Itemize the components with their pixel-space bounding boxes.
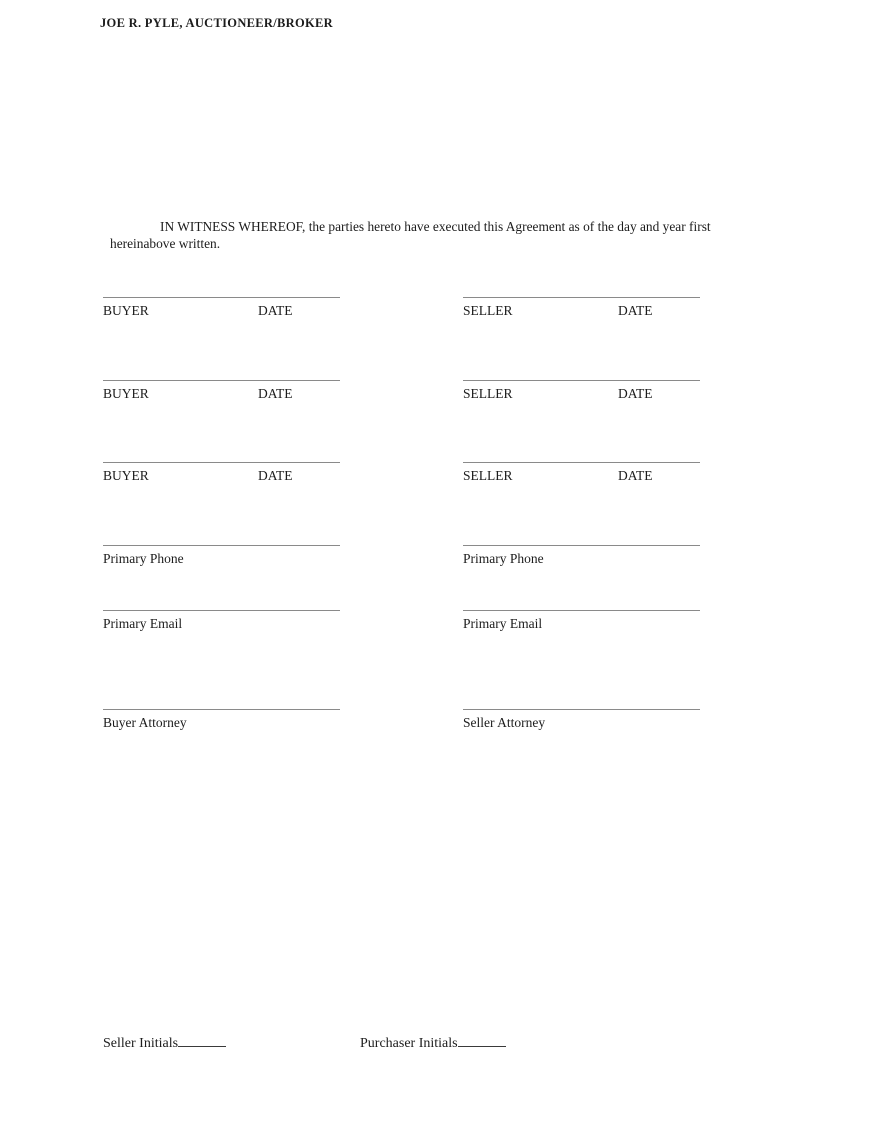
contact-label: Buyer Attorney	[103, 715, 187, 730]
contact-label: Primary Phone	[103, 551, 184, 566]
seller-signature-line	[463, 297, 700, 319]
buyer-primary-phone-line	[103, 545, 340, 567]
party-label: SELLER	[463, 386, 513, 401]
buyer-signature-line	[103, 380, 340, 402]
contact-label: Primary Phone	[463, 551, 544, 566]
seller-attorney-line	[463, 709, 700, 731]
party-label: SELLER	[463, 303, 513, 318]
date-label: DATE	[618, 303, 653, 318]
buyer-attorney-line	[103, 709, 340, 731]
date-label: DATE	[618, 468, 653, 483]
buyer-primary-email-line	[103, 610, 340, 632]
initials-blank-line	[178, 1031, 226, 1047]
footer-seller-initials	[103, 1031, 226, 1052]
buyer-signature-line	[103, 462, 340, 484]
date-label: DATE	[258, 468, 293, 483]
contact-row	[103, 545, 700, 567]
buyer-signature-line	[103, 297, 340, 319]
seller-primary-email-line	[463, 610, 700, 632]
date-label: DATE	[258, 303, 293, 318]
contact-row	[103, 709, 700, 731]
seller-signature-line	[463, 462, 700, 484]
party-label: SELLER	[463, 468, 513, 483]
party-label: BUYER	[103, 386, 149, 401]
date-label: DATE	[258, 386, 293, 401]
date-label: DATE	[618, 386, 653, 401]
contact-label: Seller Attorney	[463, 715, 546, 730]
seller-signature-line	[463, 380, 700, 402]
seller-primary-phone-line	[463, 545, 700, 567]
contact-label: Primary Email	[103, 616, 183, 631]
contact-row	[103, 610, 700, 632]
contact-label: Primary Email	[463, 616, 543, 631]
party-label: BUYER	[103, 303, 149, 318]
party-label: BUYER	[103, 468, 149, 483]
initials-label: Seller Initials	[103, 1036, 179, 1051]
signature-row	[103, 297, 700, 319]
broker-header: JOE R. PYLE, AUCTIONEER/BROKER	[100, 16, 333, 30]
witness-paragraph: IN WITNESS WHEREOF, the parties hereto have executed this Agreement as of the day and year first hereinabove written.	[110, 219, 711, 251]
initials-label: Purchaser Initials	[360, 1036, 458, 1051]
signature-row	[103, 380, 700, 402]
signature-row	[103, 462, 700, 484]
initials-blank-line	[458, 1031, 506, 1047]
footer-purchaser-initials	[360, 1031, 506, 1052]
